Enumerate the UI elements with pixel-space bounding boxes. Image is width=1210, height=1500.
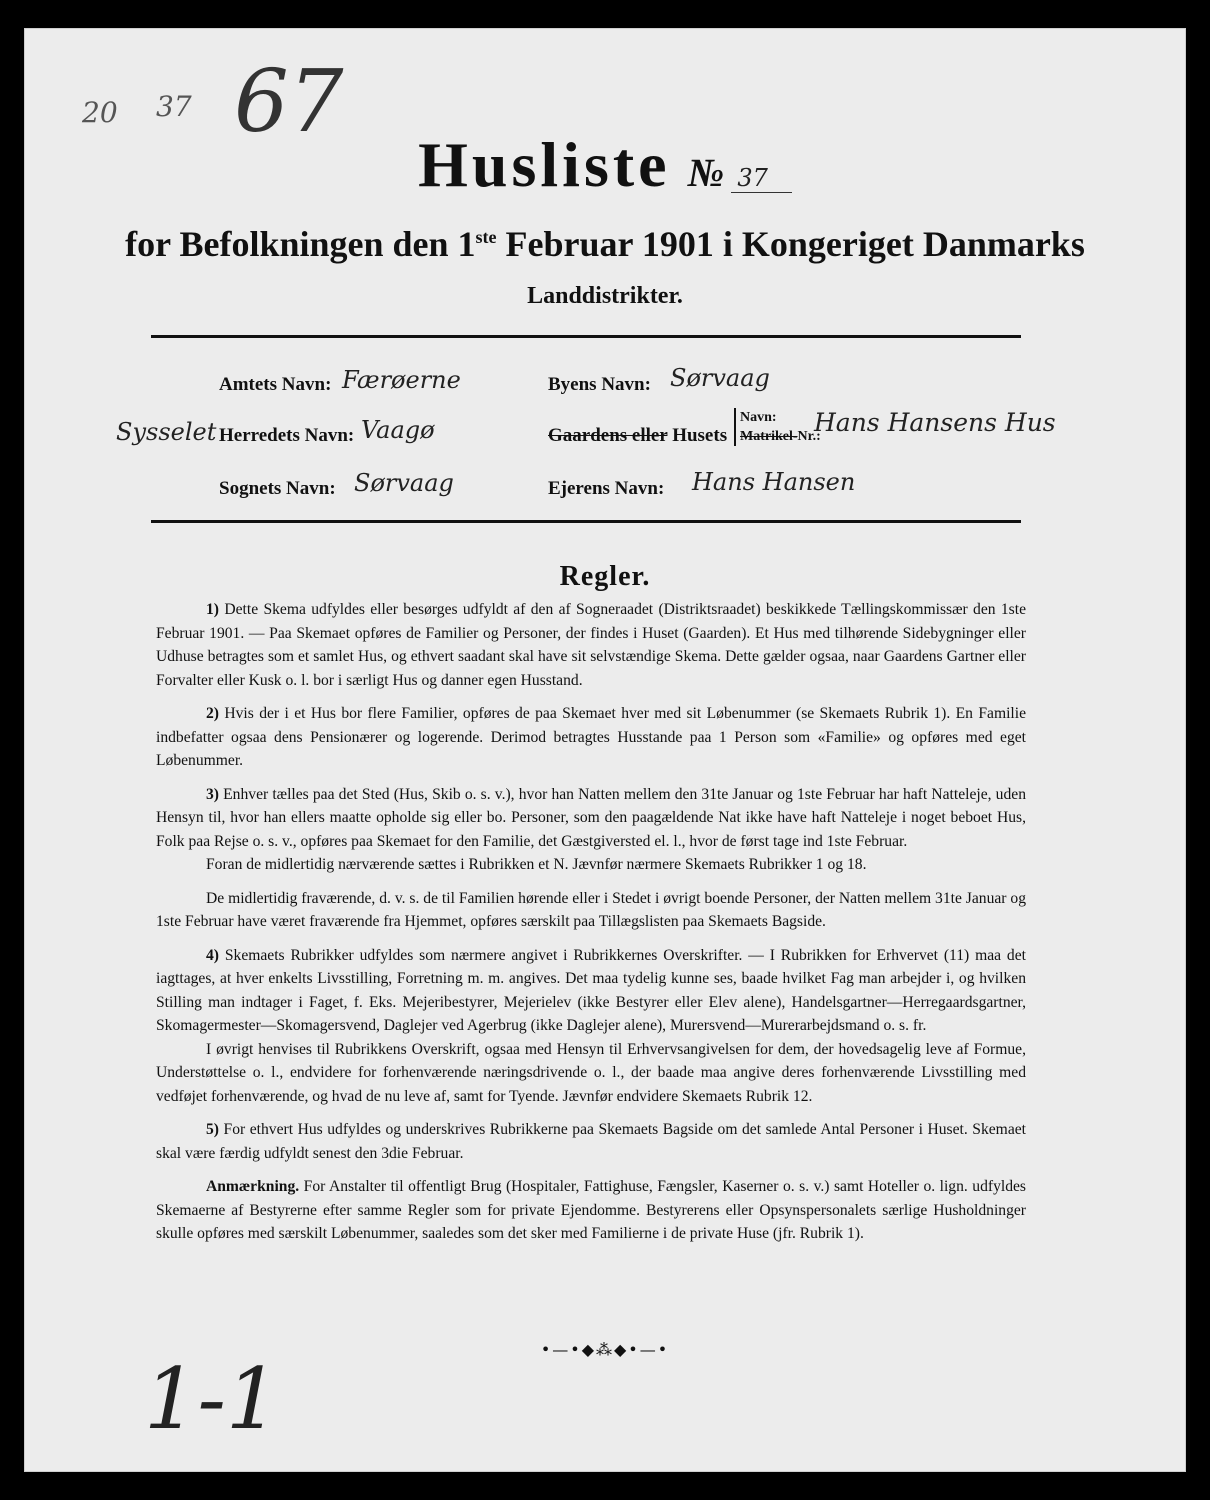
rule-number: 4) bbox=[206, 946, 219, 964]
navn-matrikel-brace bbox=[734, 408, 821, 446]
herred-label: Herredets Navn: bbox=[219, 425, 355, 446]
herred-value: Vaagø bbox=[361, 416, 435, 444]
rule-paragraph bbox=[156, 853, 1026, 877]
subtitle-sup: ste bbox=[475, 227, 497, 247]
rule-paragraph bbox=[156, 944, 1026, 1038]
hus-value: Hans Hansens Hus bbox=[814, 408, 1056, 437]
number-value: 37 bbox=[731, 164, 792, 193]
amt-label: Amtets Navn: bbox=[219, 374, 332, 395]
matrikel-label bbox=[740, 427, 821, 446]
rule-paragraph bbox=[156, 783, 1026, 854]
navn-label: Navn: bbox=[740, 410, 777, 425]
sogn-label: Sognets Navn: bbox=[219, 478, 336, 499]
closing-ornament: •—•◆⁂◆•—• bbox=[540, 1340, 670, 1359]
amt-value: Færøerne bbox=[342, 366, 461, 394]
ejer-label: Ejerens Navn: bbox=[548, 478, 665, 499]
husets-label: Husets bbox=[672, 425, 728, 446]
rule-number: 5) bbox=[206, 1121, 219, 1138]
rule-number: 2) bbox=[206, 705, 219, 722]
subtitle-pre: for Befolkningen den 1 bbox=[125, 224, 476, 264]
rule-text: Dette Skema udfyldes eller besørges udfyldt af den af Sogneraadet (Distriktsraadet) beskikkede Tællingskommissær den 1ste Februar 1901. — Paa Skemaet opføres de Familier og Personer, der findes i Huset (Gaarden). Et Hus med tilhørende Sidebygninger eller Udhuse betragtes som et samlet Hus, og ethvert saadant skal have sit selvstændige Skema. Dette gælder ogsaa, naar Gaardens Gartner eller Forvalter eller Kusk o. l. bor i særligt Hus og danner egen Husstand. bbox=[156, 601, 1026, 689]
matrikel-label-rest: Nr.: bbox=[797, 429, 821, 444]
rule-text: I øvrigt henvises til Rubrikkens Overskrift, ogsaa med Hensyn til Erhvervsangivelsen for dem, der hovedsagelig leve af Formue, Understøttelse o. l., endvidere for forhenværende næringsdrivende o. l., der baade maa angive deres forhenværende Livsstilling med vedføjet forhenværende, og hvad de nu leve af, samt for Tyende. Jævnfør endvidere Skemaets Rubrik 12. bbox=[156, 1040, 1026, 1105]
sogn-value: Sørvaag bbox=[354, 469, 454, 497]
gaard-husets-label bbox=[548, 425, 727, 447]
rule-number: 3) bbox=[206, 785, 219, 803]
bottom-hand-mark: 1-1 bbox=[144, 1350, 280, 1448]
rule-paragraph bbox=[156, 1175, 1026, 1246]
rule-text: For ethvert Hus udfyldes og underskrives Rubrikkerne paa Skemaets Bagside om det samlede Antal Personer i Huset. Skemaet skal være færdig udfyldt senest den 3die Februar. bbox=[156, 1121, 1026, 1162]
bottom-rule bbox=[151, 520, 1021, 523]
rule-text: Foran de midlertidig nærværende sættes i Rubrikken et N. Jævnfør nærmere Skemaets Rubrikker 1 og 18. bbox=[206, 856, 867, 873]
census-form-page bbox=[24, 28, 1186, 1472]
rule-paragraph bbox=[156, 598, 1026, 692]
rule-text: Enhver tælles paa det Sted (Hus, Skib o. s. v.), hvor han Natten mellem den 31te Januar og 1ste Februar har haft Natteleje, uden Hensyn til, hvor han ellers maatte opholde sig eller bo. Personer, som den paagældende Nat ikke have haft Natteleje i noget beboet Hus, Folk paa Rejse o. s. v., opføres paa Skemaet for den Familie, det Gæstgiversted el. l., hvor de først tage ind 1ste Februar. bbox=[156, 785, 1026, 850]
corner-mark-left: 20 bbox=[82, 96, 118, 129]
title-row bbox=[24, 128, 1186, 202]
regler-heading: Regler. bbox=[559, 561, 651, 592]
subtitle-post: Februar 1901 i Kongeriget Danmarks bbox=[496, 224, 1085, 264]
herred-prefix-hand: Sysselet bbox=[116, 418, 217, 446]
rule-text: Hvis der i et Hus bor flere Familier, opføres de paa Skemaet hver med sit Løbenummer (se Skemaets Rubrik 1). En Familie indbefatter ogsaa dens Pensionærer og logerende. Derimod betragtes Husstande paa 1 Person som «Familie» og opføres med eget Løbenummer. bbox=[156, 705, 1026, 769]
corner-mark-big: 67 bbox=[234, 52, 344, 152]
rule-text: De midlertidig fraværende, d. v. s. de til Familien hørende eller i Stedet i øvrigt boende Personer, der Natten mellem 31te Januar og 1ste Februar have været fraværende fra Hjemmet, opføres særskilt paa Tillægslisten paa Skemaets Bagside. bbox=[156, 889, 1026, 930]
anmaerkning-label: Anmærkning. bbox=[206, 1178, 300, 1195]
by-label: Byens Navn: bbox=[548, 374, 651, 395]
rule-paragraph bbox=[156, 702, 1026, 773]
number-label: № bbox=[687, 150, 725, 195]
matrikel-label-struck: Matrikel- bbox=[740, 429, 798, 444]
corner-mark-middle: 37 bbox=[156, 90, 192, 123]
by-value: Sørvaag bbox=[670, 364, 770, 392]
rule-text: For Anstalter til offentligt Brug (Hospitaler, Fattighuse, Fængsler, Kaserner o. s. v.) samt Hoteller o. lign. udfyldes Skemaerne af Bestyrerne efter samme Regler som for private Ejendomme. Bestyrerens eller Opsynspersonalets særlige Husholdninger skulle opføres med særskilt Løbenummer, saaledes som det sker med Familierne i de private Huse (jfr. Rubrik 1). bbox=[156, 1178, 1026, 1242]
rule-paragraph bbox=[156, 1038, 1026, 1109]
gaard-label-struck: Gaardens eller bbox=[548, 425, 668, 446]
form-subtitle bbox=[24, 223, 1186, 265]
district-heading: Landdistrikter. bbox=[527, 283, 683, 309]
form-title: Husliste bbox=[418, 129, 671, 200]
rule-text: Skemaets Rubrikker udfyldes som nærmere angivet i Rubrikkernes Overskrifter. — I Rubrikken for Erhvervet (11) maa det iagttages, at hver enkelts Livsstilling, Forretning m. m. angives. Det maa tydelig kunne ses, baade hvilket Fag man arbejder i, og hvilken Stilling man indtager i Faget, f. Eks. Mejeribestyrer, Mejerielev (ikke Bestyrer eller Elev alene), Handelsgartner—Herregaardsgartner, Skomagermester—Skomagersvend, Daglejer ved Agerbrug (ikke Daglejer alene), Murersvend—Murerarbejdsmand o. s. fr. bbox=[156, 946, 1026, 1034]
rule-paragraph bbox=[156, 887, 1026, 934]
rule-paragraph bbox=[156, 1118, 1026, 1165]
rules-body bbox=[156, 598, 1026, 1256]
top-rule bbox=[151, 335, 1021, 338]
ejer-value: Hans Hansen bbox=[692, 468, 856, 496]
rule-number: 1) bbox=[206, 601, 219, 618]
